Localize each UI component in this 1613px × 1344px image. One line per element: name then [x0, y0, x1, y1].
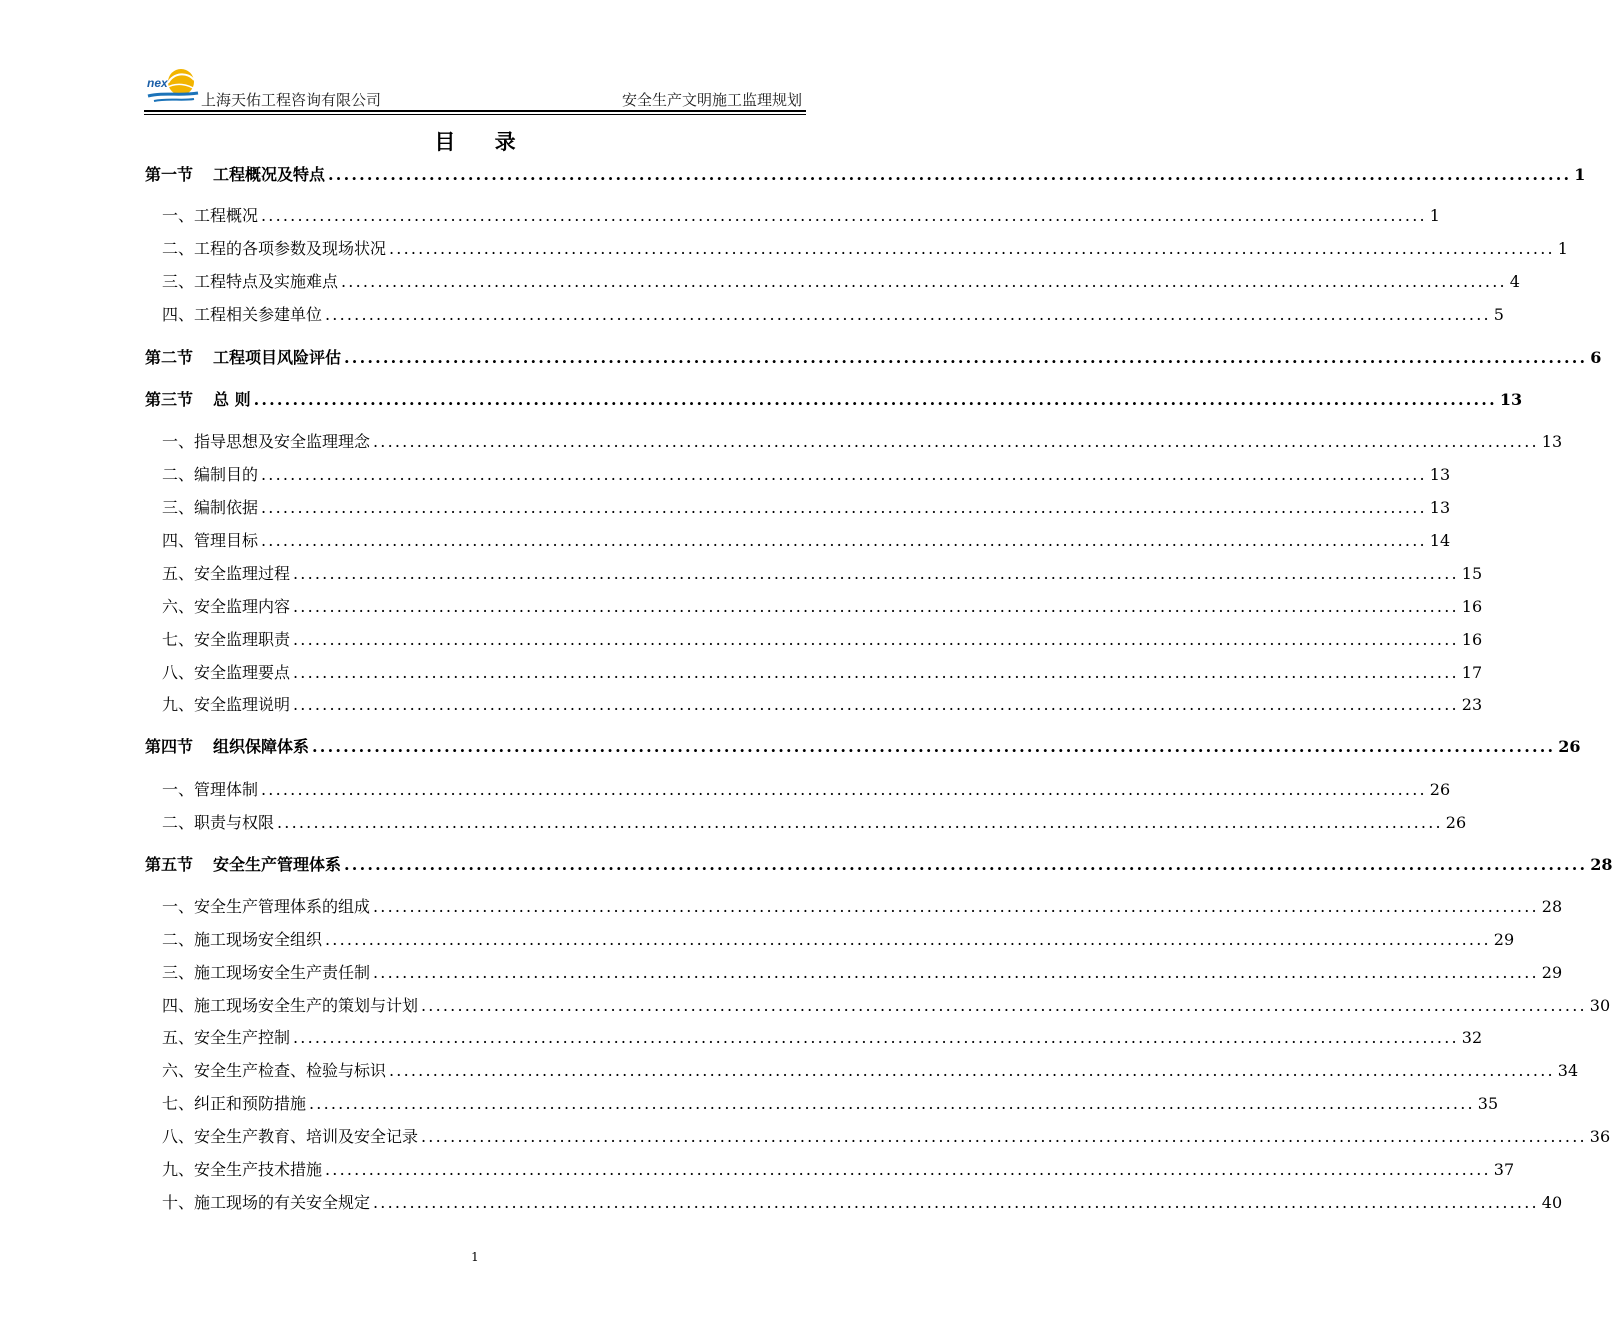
header-rule-thin: [144, 114, 806, 115]
toc-page-number: 29: [1541, 963, 1563, 982]
toc-dot-leader: ................................................................................................................................................................: [293, 564, 1459, 583]
toc-subsection-entry[interactable]: [162, 1091, 1499, 1114]
toc-dot-leader: ................................................................................................................................................................: [328, 165, 1572, 184]
toc-page-number: 5: [1493, 305, 1504, 324]
toc-page-number: 26: [1558, 737, 1581, 756]
toc-subsection-entry[interactable]: [162, 927, 1515, 950]
toc-subsection-entry[interactable]: [162, 269, 1520, 292]
toc-dot-leader: ................................................................................................................................................................: [293, 597, 1459, 616]
toc-dot-leader: ................................................................................................................................................................: [344, 855, 1588, 874]
toc-entry-title: 工程概况及特点: [213, 165, 326, 184]
toc-entry-label: [162, 810, 274, 833]
toc-subsection-entry[interactable]: [162, 462, 1451, 485]
toc-dot-leader: ................................................................................................................................................................: [261, 206, 1427, 225]
toc-subsection-entry[interactable]: [162, 594, 1483, 617]
company-name: 上海天佑工程咨询有限公司: [201, 91, 382, 109]
toc-page-number: 13: [1541, 432, 1563, 451]
toc-entry-label: [162, 927, 322, 950]
toc-dot-leader: ................................................................................................................................................................: [344, 348, 1588, 367]
toc-page-number: 1: [1557, 239, 1568, 258]
logo-text: nex: [147, 76, 168, 90]
toc-subsection-entry[interactable]: [162, 777, 1451, 800]
toc-entry-title: 一、安全生产管理体系的组成: [162, 897, 371, 916]
toc-subsection-entry[interactable]: [162, 1025, 1483, 1048]
toc-dot-leader: ................................................................................................................................................................: [253, 390, 1497, 409]
toc-entry-title: 三、施工现场安全生产责任制: [162, 963, 371, 982]
toc-entry-label: [162, 1157, 322, 1180]
toc-title: 目 录: [434, 130, 532, 154]
toc-section-entry[interactable]: [145, 852, 1613, 875]
toc-entry-title: 八、安全生产教育、培训及安全记录: [162, 1127, 419, 1146]
toc-page-number: 15: [1461, 564, 1483, 583]
toc-subsection-entry[interactable]: [162, 1124, 1611, 1147]
toc-subsection-entry[interactable]: [162, 495, 1451, 518]
header-rule-thick: [144, 110, 806, 112]
toc-entry-label: [162, 302, 322, 325]
toc-entry-title: 三、工程特点及实施难点: [162, 272, 339, 291]
toc-dot-leader: ................................................................................................................................................................: [312, 737, 1556, 756]
toc-subsection-entry[interactable]: [162, 236, 1568, 259]
toc-page-number: 17: [1461, 663, 1483, 682]
page-header: [144, 66, 806, 112]
toc-entry-title: 四、管理目标: [162, 531, 259, 550]
toc-entry-label: [162, 495, 258, 518]
toc-entry-label: [162, 594, 290, 617]
toc-entry-label: [162, 1124, 418, 1147]
toc-entry-label: [162, 777, 258, 800]
toc-entry-label: [162, 429, 370, 452]
document-title: 安全生产文明施工监理规划: [621, 91, 802, 109]
toc-page-number: 37: [1493, 1160, 1515, 1179]
toc-page-number: 1: [1574, 165, 1586, 184]
toc-page-number: 36: [1589, 1127, 1611, 1146]
toc-entry-label: [162, 269, 338, 292]
toc-section-entry[interactable]: [145, 387, 1523, 410]
toc-dot-leader: ................................................................................................................................................................: [373, 1193, 1539, 1212]
toc-subsection-entry[interactable]: [162, 810, 1467, 833]
toc-subsection-entry[interactable]: [162, 993, 1611, 1016]
toc-entry-label: [145, 345, 341, 368]
toc-dot-leader: ................................................................................................................................................................: [373, 963, 1539, 982]
toc-page-number: 16: [1461, 597, 1483, 616]
toc-dot-leader: ................................................................................................................................................................: [293, 630, 1459, 649]
toc-page-number: 29: [1493, 930, 1515, 949]
toc-section-number: 第三节: [145, 390, 194, 409]
toc-entry-label: [162, 528, 258, 551]
toc-entry-label: [145, 387, 251, 410]
toc-page-number: 32: [1461, 1028, 1483, 1047]
toc-entry-title: 组织保障体系: [213, 737, 310, 756]
toc-dot-leader: ................................................................................................................................................................: [341, 272, 1507, 291]
toc-page-number: 13: [1429, 465, 1451, 484]
toc-subsection-entry[interactable]: [162, 203, 1440, 226]
toc-subsection-entry[interactable]: [162, 1190, 1563, 1213]
toc-entry-title: 七、安全监理职责: [162, 630, 291, 649]
page-number: 1: [471, 1250, 479, 1264]
toc-subsection-entry[interactable]: [162, 660, 1483, 683]
toc-entry-title: 工程项目风险评估: [213, 348, 342, 367]
toc-page-number: 26: [1429, 780, 1451, 799]
toc-entry-label: [162, 1058, 386, 1081]
toc-entry-title: 一、管理体制: [162, 780, 259, 799]
toc-section-number: 第四节: [145, 737, 194, 756]
toc-entry-label: [162, 894, 370, 917]
toc-page-number: 14: [1429, 531, 1451, 550]
toc-entry-label: [145, 852, 341, 875]
toc-dot-leader: ................................................................................................................................................................: [293, 695, 1459, 714]
toc-page-number: 16: [1461, 630, 1483, 649]
toc-page-number: 4: [1509, 272, 1520, 291]
toc-dot-leader: ................................................................................................................................................................: [421, 996, 1587, 1015]
toc-entry-label: [162, 203, 258, 226]
toc-entry-title: 九、安全监理说明: [162, 695, 291, 714]
toc-section-number: 第二节: [145, 348, 194, 367]
toc-section-entry[interactable]: [145, 162, 1586, 185]
toc-subsection-entry[interactable]: [162, 561, 1483, 584]
company-logo-icon: [144, 66, 200, 106]
toc-entry-title: 六、安全生产检查、检验与标识: [162, 1061, 387, 1080]
toc-entry-title: 四、工程相关参建单位: [162, 305, 323, 324]
toc-entry-label: [162, 960, 370, 983]
toc-entry-title: 五、安全监理过程: [162, 564, 291, 583]
toc-dot-leader: ................................................................................................................................................................: [293, 1028, 1459, 1047]
toc-entry-title: 一、工程概况: [162, 206, 259, 225]
toc-dot-leader: ................................................................................................................................................................: [309, 1094, 1475, 1113]
toc-entry-label: [145, 162, 325, 185]
toc-subsection-entry[interactable]: [162, 528, 1451, 551]
toc-dot-leader: ................................................................................................................................................................: [293, 663, 1459, 682]
toc-subsection-entry[interactable]: [162, 894, 1563, 917]
toc-page-number: 1: [1429, 206, 1440, 225]
toc-page-number: 35: [1477, 1094, 1499, 1113]
toc-entry-label: [162, 692, 290, 715]
toc-dot-leader: ................................................................................................................................................................: [325, 305, 1491, 324]
toc-entry-label: [162, 236, 386, 259]
toc-entry-title: 总 则: [213, 390, 251, 409]
toc-page-number: 28: [1590, 855, 1613, 874]
toc-entry-title: 十、施工现场的有关安全规定: [162, 1193, 371, 1212]
toc-subsection-entry[interactable]: [162, 1058, 1579, 1081]
toc-entry-title: 安全生产管理体系: [213, 855, 342, 874]
toc-page-number: 13: [1499, 390, 1523, 409]
toc-page-number: 40: [1541, 1193, 1563, 1212]
toc-subsection-entry[interactable]: [162, 1157, 1515, 1180]
toc-entry-label: [162, 462, 258, 485]
toc-entry-title: 五、安全生产控制: [162, 1028, 291, 1047]
toc-subsection-entry[interactable]: [162, 302, 1504, 325]
toc-entry-title: 三、编制依据: [162, 498, 259, 517]
toc-entry-label: [162, 627, 290, 650]
toc-subsection-entry[interactable]: [162, 692, 1483, 715]
toc-entry-label: [145, 734, 309, 757]
toc-subsection-entry[interactable]: [162, 429, 1563, 452]
toc-entry-label: [162, 660, 290, 683]
toc-page-number: 6: [1590, 348, 1602, 367]
toc-entry-title: 二、编制目的: [162, 465, 259, 484]
toc-subsection-entry[interactable]: [162, 960, 1563, 983]
toc-entry-title: 四、施工现场安全生产的策划与计划: [162, 996, 419, 1015]
toc-entry-title: 九、安全生产技术措施: [162, 1160, 323, 1179]
toc-entry-title: 八、安全监理要点: [162, 663, 291, 682]
toc-entry-label: [162, 561, 290, 584]
toc-entry-title: 二、施工现场安全组织: [162, 930, 323, 949]
toc-page-number: 13: [1429, 498, 1451, 517]
toc-page-number: 28: [1541, 897, 1563, 916]
toc-section-entry[interactable]: [145, 734, 1581, 757]
toc-dot-leader: ................................................................................................................................................................: [373, 432, 1539, 451]
toc-subsection-entry[interactable]: [162, 627, 1483, 650]
toc-dot-leader: ................................................................................................................................................................: [261, 531, 1427, 550]
toc-section-number: 第一节: [145, 165, 194, 184]
toc-section-entry[interactable]: [145, 345, 1602, 368]
toc-dot-leader: ................................................................................................................................................................: [261, 780, 1427, 799]
toc-page-number: 26: [1445, 813, 1467, 832]
toc-dot-leader: ................................................................................................................................................................: [373, 897, 1539, 916]
toc-dot-leader: ................................................................................................................................................................: [325, 1160, 1491, 1179]
toc-entry-label: [162, 1091, 306, 1114]
toc-page-number: 34: [1557, 1061, 1579, 1080]
toc-entry-label: [162, 1190, 370, 1213]
toc-entry-title: 二、工程的各项参数及现场状况: [162, 239, 387, 258]
toc-dot-leader: ................................................................................................................................................................: [421, 1127, 1587, 1146]
toc-entry-title: 六、安全监理内容: [162, 597, 291, 616]
toc-dot-leader: ................................................................................................................................................................: [389, 1061, 1555, 1080]
toc-dot-leader: ................................................................................................................................................................: [261, 465, 1427, 484]
toc-entry-label: [162, 1025, 290, 1048]
toc-page-number: 30: [1589, 996, 1611, 1015]
toc-page-number: 23: [1461, 695, 1483, 714]
toc-entry-title: 二、职责与权限: [162, 813, 275, 832]
toc-entry-title: 一、指导思想及安全监理理念: [162, 432, 371, 451]
toc-dot-leader: ................................................................................................................................................................: [389, 239, 1555, 258]
toc-entry-title: 七、纠正和预防措施: [162, 1094, 307, 1113]
toc-dot-leader: ................................................................................................................................................................: [277, 813, 1443, 832]
toc-dot-leader: ................................................................................................................................................................: [261, 498, 1427, 517]
toc-entry-label: [162, 993, 418, 1016]
toc-section-number: 第五节: [145, 855, 194, 874]
toc-dot-leader: ................................................................................................................................................................: [325, 930, 1491, 949]
